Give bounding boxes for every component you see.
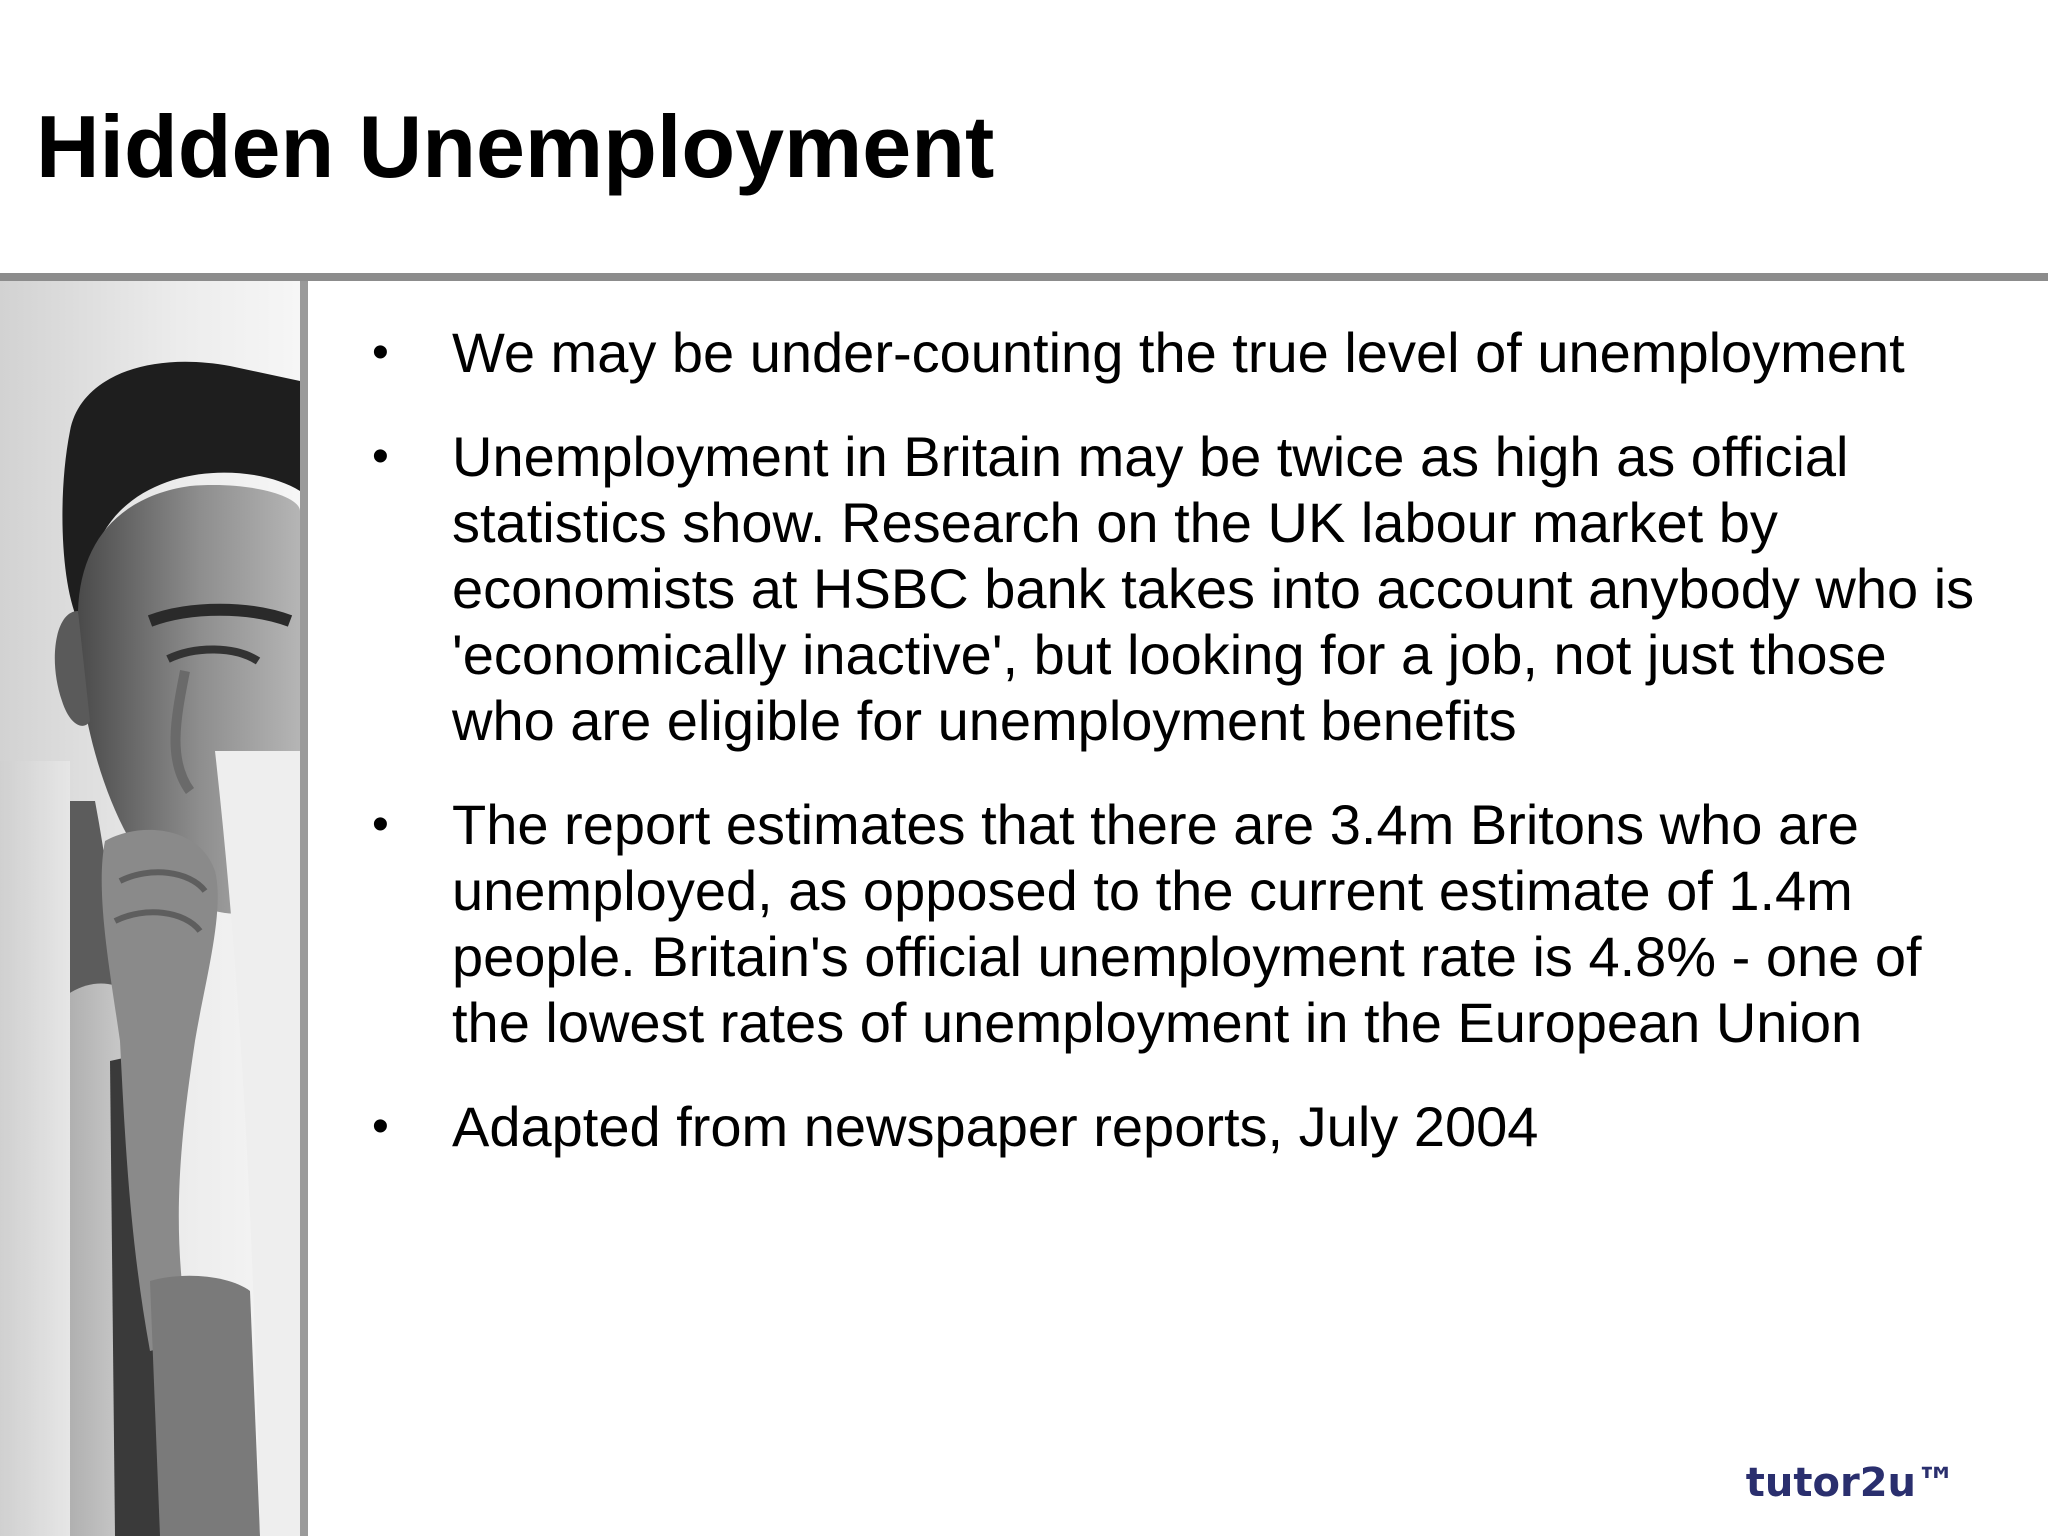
photo-illustration <box>0 281 300 1536</box>
slide-title: Hidden Unemployment <box>36 97 995 196</box>
bullet-marker: • <box>372 326 389 379</box>
bullet-list <box>366 320 1986 1198</box>
bullet-text: We may be under-counting the true level of unemployment <box>452 321 1905 384</box>
photo-thoughtful-businessman <box>0 281 300 1536</box>
photo-divider <box>300 281 308 1536</box>
bullet-item <box>366 792 1986 1056</box>
bullet-marker: • <box>372 430 389 483</box>
bullet-marker: • <box>372 798 389 851</box>
title-divider <box>0 273 2048 281</box>
bullet-item <box>366 424 1986 754</box>
bullet-text: The report estimates that there are 3.4m Britons who are unemployed, as opposed to the current estimate of 1.4m people. Britain's official unemployment rate is 4.8% - one of the lowest rates of unemployment in the European Union <box>452 793 1922 1054</box>
bullet-marker: • <box>372 1100 389 1153</box>
bullet-text: Unemployment in Britain may be twice as high as official statistics show. Research on the UK labour market by economists at HSBC bank takes into account anybody who is 'economically inactive', but looking for a job, not just those who are eligible for unemployment benefits <box>452 425 1975 752</box>
bullet-item <box>366 1094 1986 1160</box>
bullet-text: Adapted from newspaper reports, July 2004 <box>452 1095 1539 1158</box>
tutor2u-logo: tutor2u™ <box>1745 1460 1956 1506</box>
bullet-item <box>366 320 1986 386</box>
